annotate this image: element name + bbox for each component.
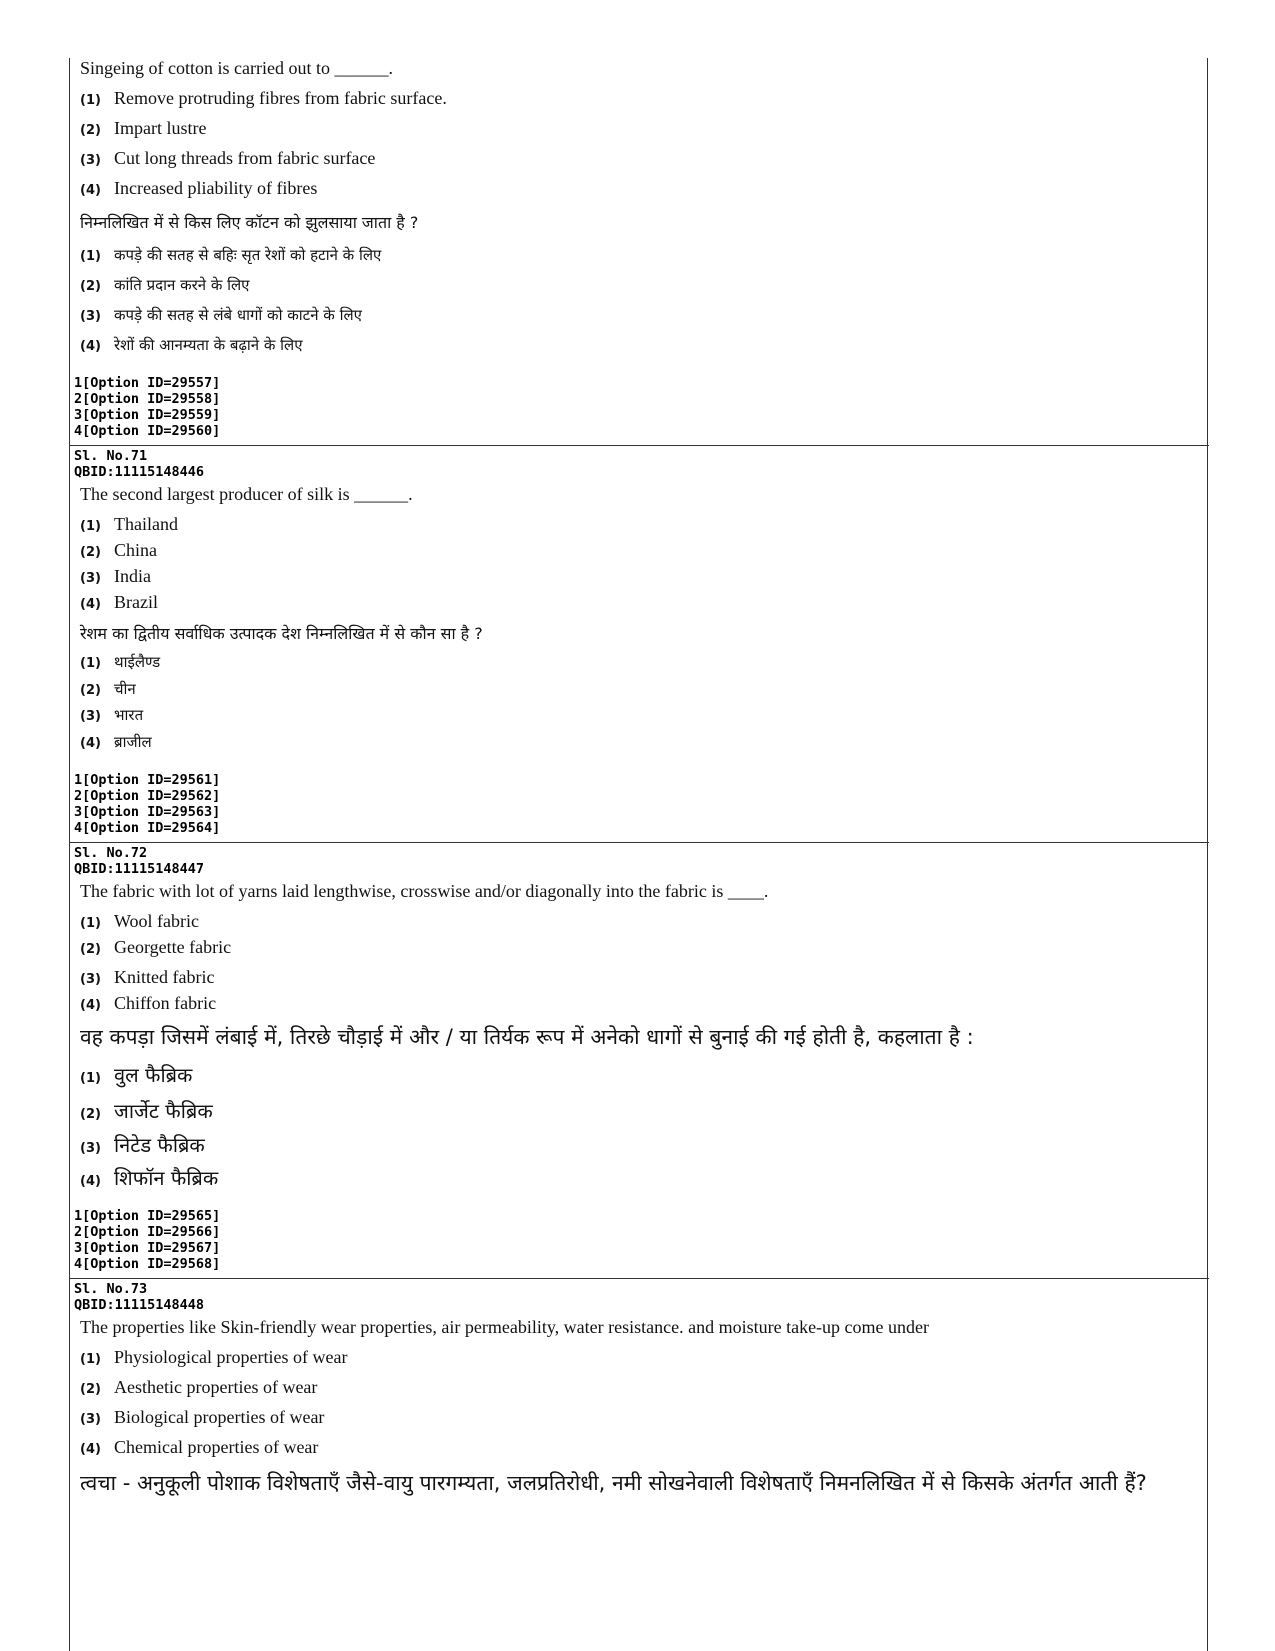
- q71-header: [74, 448, 204, 480]
- q72-option-2-hi: (2) जार्जेट फैब्रिक: [80, 1099, 213, 1123]
- question-70: [70, 58, 1209, 445]
- question-73-hindi: त्वचा - अनुकूली पोशाक विशेषताएँ जैसे-वायु पारगम्यता, जलप्रतिरोधी, नमी सोखनेवाली विशेषताएँ निमनलिखित में से किसके अंतर्गत आती हैं?: [80, 1471, 1147, 1495]
- q70-option-3-hi: (3) कपड़े की सतह से लंबे धागों को काटने के लिए: [80, 306, 362, 324]
- q72-option-4-en: (4) Chiffon fabric: [80, 993, 217, 1013]
- q72-option-2-en: (2) Georgette fabric: [80, 937, 232, 957]
- q70-option-4-en: (4) Increased pliability of fibres: [80, 178, 318, 198]
- q73-option-3-en: (3) Biological properties of wear: [80, 1407, 325, 1427]
- question-paper-frame: [69, 58, 1208, 1651]
- q70-option-4-hi: (4) रेशों की आनम्यता के बढ़ाने के लिए: [80, 336, 303, 354]
- qbid: QBID:11115148447: [74, 861, 205, 877]
- q70-option-1-en: (1) Remove protruding fibres from fabric surface.: [80, 88, 447, 108]
- q71-option-ids: 1[Option ID=29561] 2[Option ID=29562] 3[Option ID=29563] 4[Option ID=29564]: [74, 772, 221, 836]
- serial-number: Sl. No.73: [74, 1281, 148, 1297]
- serial-number: Sl. No.72: [74, 845, 148, 861]
- q71-option-4-en: (4) Brazil: [80, 592, 158, 612]
- q73-option-2-en: (2) Aesthetic properties of wear: [80, 1377, 318, 1397]
- question-72: [70, 843, 1209, 1278]
- serial-number: Sl. No.71: [74, 448, 148, 464]
- q72-option-1-en: (1) Wool fabric: [80, 911, 200, 931]
- q72-option-ids: 1[Option ID=29565] 2[Option ID=29566] 3[Option ID=29567] 4[Option ID=29568]: [74, 1208, 221, 1272]
- question-71: [70, 446, 1209, 842]
- q72-option-1-hi: (1) वुल फैब्रिक: [80, 1063, 193, 1087]
- question-72-hindi: वह कपड़ा जिसमें लंबाई में, तिरछे चौड़ाई में और / या तिर्यक रूप में अनेको धागों से बुनाई की गई होती है, कहलाता है :: [80, 1025, 974, 1049]
- q72-option-4-hi: (4) शिफॉन फैब्रिक: [80, 1166, 219, 1190]
- q70-option-1-hi: (1) कपड़े की सतह से बहिः सृत रेशों को हटाने के लिए: [80, 246, 382, 264]
- q70-option-2-en: (2) Impart lustre: [80, 118, 207, 138]
- q72-option-3-hi: (3) निटेड फैब्रिक: [80, 1133, 205, 1157]
- q73-option-4-en: (4) Chemical properties of wear: [80, 1437, 319, 1457]
- q72-header: [74, 845, 204, 877]
- question-72-english: The fabric with lot of yarns laid lengthwise, crosswise and/or diagonally into the fabric is ____.: [80, 881, 769, 901]
- qbid: QBID:11115148448: [74, 1297, 205, 1313]
- q71-option-3-en: (3) India: [80, 566, 151, 586]
- qbid: QBID:11115148446: [74, 464, 205, 480]
- q73-option-1-en: (1) Physiological properties of wear: [80, 1347, 348, 1367]
- q70-option-3-en: (3) Cut long threads from fabric surface: [80, 148, 376, 168]
- question-71-english: The second largest producer of silk is ______.: [80, 484, 413, 504]
- q72-option-3-en: (3) Knitted fabric: [80, 967, 215, 987]
- q71-option-1-hi: (1) थाईलैण्ड: [80, 653, 161, 671]
- question-73: [70, 1279, 1209, 1651]
- question-70-hindi: निम्नलिखित में से किस लिए कॉटन को झुलसाया जाता है ?: [80, 213, 419, 232]
- q73-header: [74, 1281, 204, 1313]
- q71-option-4-hi: (4) ब्राजील: [80, 733, 152, 751]
- question-73-english: The properties like Skin-friendly wear properties, air permeability, water resistance. and moisture take-up come under: [80, 1317, 930, 1337]
- q71-option-3-hi: (3) भारत: [80, 706, 144, 724]
- question-70-english: Singeing of cotton is carried out to ______.: [80, 58, 393, 78]
- q71-option-2-hi: (2) चीन: [80, 680, 136, 698]
- q71-option-1-en: (1) Thailand: [80, 514, 178, 534]
- question-71-hindi: रेशम का द्वितीय सर्वाधिक उत्पादक देश निम्नलिखित में से कौन सा है ?: [80, 624, 483, 643]
- q70-option-2-hi: (2) कांति प्रदान करने के लिए: [80, 276, 250, 294]
- q71-option-2-en: (2) China: [80, 540, 157, 560]
- q70-option-ids: 1[Option ID=29557] 2[Option ID=29558] 3[Option ID=29559] 4[Option ID=29560]: [74, 375, 221, 439]
